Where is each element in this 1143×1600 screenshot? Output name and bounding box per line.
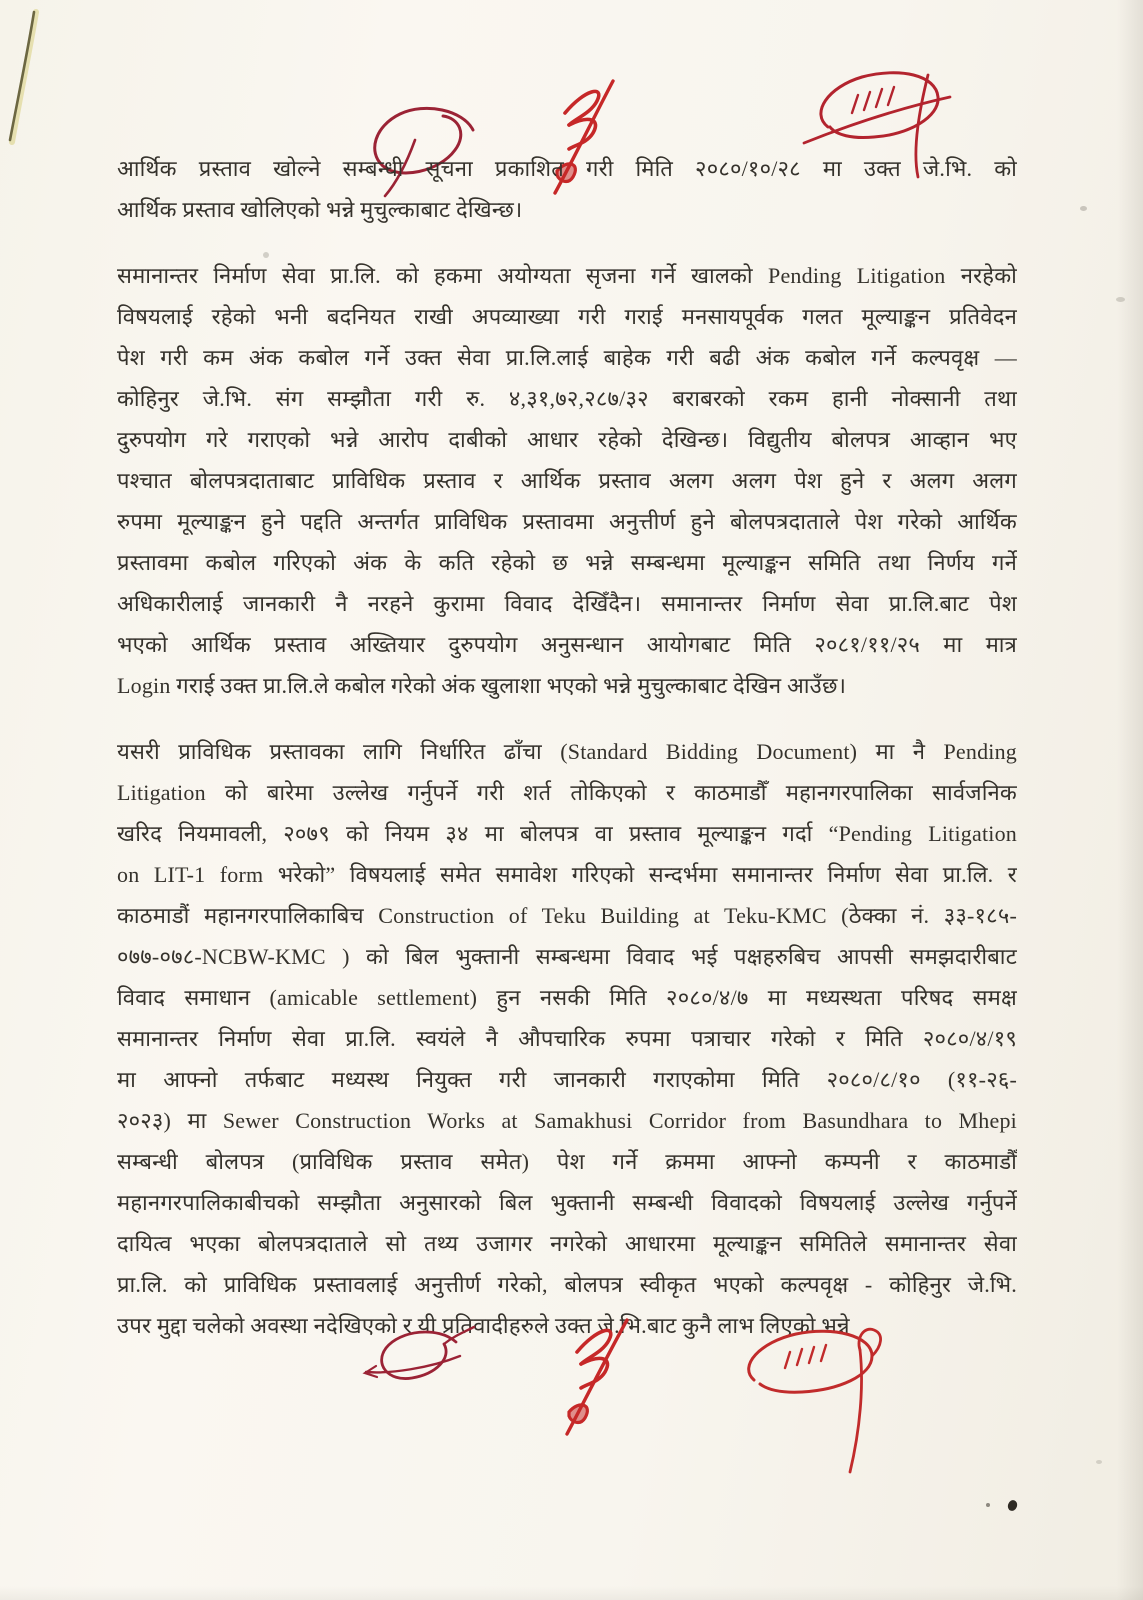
document-line: on LIT-1 form भरेको” विषयलाई समेत समावेश गरिएको सन्दर्भमा समानान्तर निर्माण सेवा प्रा.लि. र (117, 862, 1017, 887)
signature-scribble-bottom-right (730, 1322, 895, 1477)
paper-speck (1096, 1460, 1102, 1464)
document-line: विषयलाई रहेको भनी बदनियत राखी अपव्याख्या गरी गराई मनसायपूर्वक गलत मूल्याङ्कन प्रतिवेदन (117, 304, 1017, 329)
document-line: आर्थिक प्रस्ताव खोल्ने सम्बन्धी सूचना प्रकाशित गरी मिति २०८०/१०/२८ मा उक्त जे.भि. को (117, 156, 1017, 181)
document-line: प्रा.लि. को प्राविधिक प्रस्तावलाई अनुत्तीर्ण गरेको, बोलपत्र स्वीकृत भएको कल्पवृक्ष - कोहिनुर जे.भि. (117, 1272, 1017, 1297)
paragraph-2 (117, 255, 1017, 706)
document-line: दुरुपयोग गरे गराएको भन्ने आरोप दाबीको आधार रहेको देखिन्छ। विद्युतीय बोलपत्र आव्हान भए (117, 427, 1017, 452)
corner-crease-mark (0, 0, 70, 160)
document-line: काठमाडौं महानगरपालिकाबिच Construction of Teku Building at Teku-KMC (ठेक्का नं. ३३-१८५- (117, 903, 1017, 928)
paper-speck (1080, 206, 1087, 211)
paper-speck (1116, 297, 1125, 302)
document-line: समानान्तर निर्माण सेवा प्रा.लि. को हकमा अयोग्यता सृजना गर्ने खालको Pending Litigation नरहेको (117, 263, 1017, 288)
ink-dot (986, 1503, 990, 1507)
paragraph-1 (117, 148, 1017, 230)
document-line: पेश गरी कम अंक कबोल गर्ने उक्त सेवा प्रा.लि.लाई बाहेक गरी बढी अंक कबोल गर्ने कल्पवृक्ष — (117, 345, 1017, 370)
document-line: दायित्व भएका बोलपत्रदाताले सो तथ्य उजागर नगरेको आधारमा मूल्याङ्कन समितिले समानान्तर सेवा (117, 1231, 1017, 1256)
paper-speck (263, 252, 269, 258)
signature-scribble-bottom-left (360, 1322, 480, 1412)
document-line: अधिकारीलाई जानकारी नै नरहने कुरामा विवाद देखिँदैन। समानान्तर निर्माण सेवा प्रा.लि.बाट पेश (117, 591, 1017, 616)
signature-scribble-bottom-center (545, 1312, 640, 1442)
document-line: Login गराई उक्त प्रा.लि.ले कबोल गरेको अंक खुलाशा भएको भन्ने मुचुल्काबाट देखिन आउँछ। (117, 673, 847, 698)
document-line: सम्बन्धी बोलपत्र (प्राविधिक प्रस्ताव समेत) पेश गर्ने क्रममा आफ्नो कम्पनी र काठमाडौँ (117, 1149, 1017, 1174)
document-line: कोहिनुर जे.भि. संग सम्झौता गरी रु. ४,३१,७२,२८७/३२ बराबरको रकम हानी नोक्सानी तथा (117, 386, 1017, 411)
paragraph-3 (117, 731, 1017, 1346)
document-line: २०२३) मा Sewer Construction Works at Samakhusi Corridor from Basundhara to Mhepi (117, 1108, 1017, 1133)
document-line: खरिद नियमावली, २०७९ को नियम ३४ मा बोलपत्र वा प्रस्ताव मूल्याङ्कन गर्दा “Pending Litigation (117, 821, 1017, 846)
document-line: यसरी प्राविधिक प्रस्तावका लागि निर्धारित ढाँचा (Standard Bidding Document) मा नै Pending (117, 739, 1017, 764)
document-body (117, 148, 1017, 1371)
document-line: पश्चात बोलपत्रदाताबाट प्राविधिक प्रस्ताव र आर्थिक प्रस्ताव अलग अलग पेश हुने र अलग अलग (117, 468, 1017, 493)
scan-bottom-shadow (0, 1586, 1143, 1600)
scan-edge-shadow (1117, 0, 1143, 1600)
document-line: भएको आर्थिक प्रस्ताव अख्तियार दुरुपयोग अनुसन्धान आयोगबाट मिति २०८१/११/२५ मा मात्र (117, 632, 1017, 657)
document-line: प्रस्तावमा कबोल गरिएको अंक के कति रहेको छ भन्ने सम्बन्धमा मूल्याङ्कन समिति तथा निर्णय गर्ने (117, 550, 1017, 575)
document-line: Litigation को बारेमा उल्लेख गर्नुपर्ने गरी शर्त तोकिएको र काठमाडौँ महानगरपालिका सार्वजनिक (117, 780, 1017, 805)
document-line: उपर मुद्दा चलेको अवस्था नदेखिएको र यी प्रतिवादीहरुले उक्त जे.भि.बाट कुनै लाभ लिएको भन्ने (117, 1313, 850, 1338)
document-line: महानगरपालिकाबीचको सम्झौता अनुसारको बिल भुक्तानी सम्बन्धी विवादको विषयलाई उल्लेख गर्नुपर्ने (117, 1190, 1017, 1215)
document-line: ०७७-०७८-NCBW-KMC ) को बिल भुक्तानी सम्बन्धमा विवाद भई पक्षहरुबिच आपसी समझदारीबाट (117, 944, 1017, 969)
document-line: आर्थिक प्रस्ताव खोलिएको भन्ने मुचुल्काबाट देखिन्छ। (117, 197, 523, 222)
ink-dot (1006, 1499, 1018, 1512)
document-line: रुपमा मूल्याङ्कन हुने पद्दति अन्तर्गत प्राविधिक प्रस्तावमा अनुत्तीर्ण हुने बोलपत्रदाताले पेश गरेको आर्थिक (117, 509, 1017, 534)
document-line: मा आफ्नो तर्फबाट मध्यस्थ नियुक्त गरी जानकारी गराएकोमा मिति २०८०/८/१० (११-२६- (117, 1067, 1017, 1092)
document-line: विवाद समाधान (amicable settlement) हुन नसकी मिति २०८०/४/७ मा मध्यस्थता परिषद समक्ष (117, 985, 1017, 1010)
document-line: समानान्तर निर्माण सेवा प्रा.लि. स्वयंले नै औपचारिक रुपमा पत्राचार गरेको र मिति २०८०/४/१९ (117, 1026, 1017, 1051)
